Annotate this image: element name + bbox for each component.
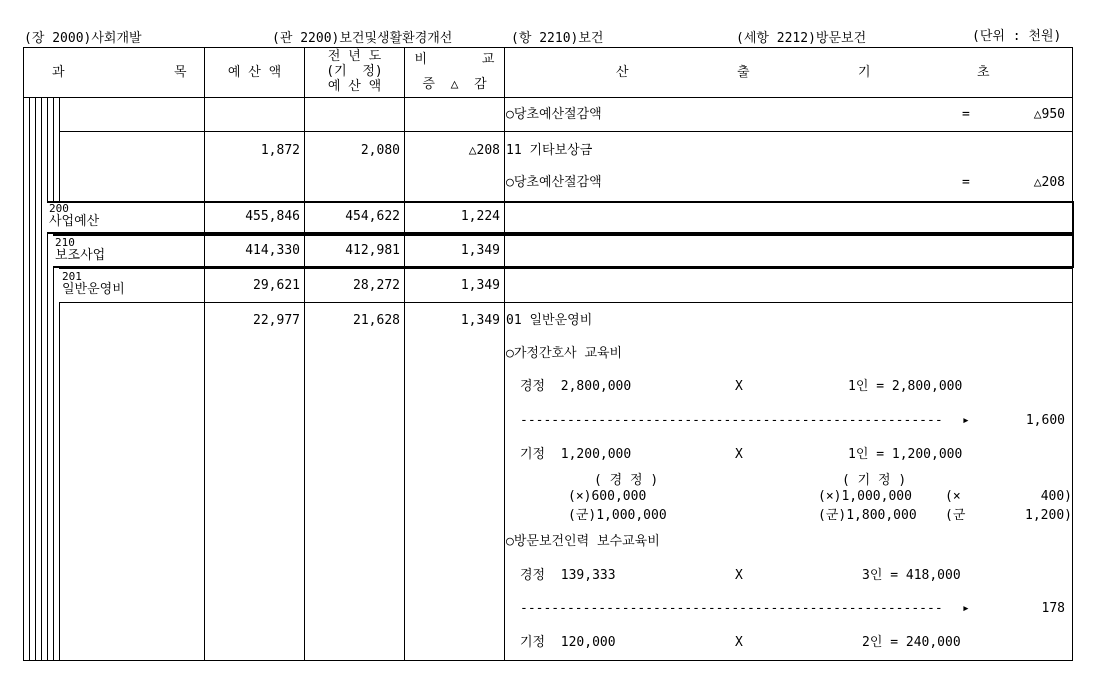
basis-l10c: 2인 = 240,000 (862, 635, 961, 650)
jang-label: (장 2000)사회개발 (24, 31, 142, 46)
row5-diff: 1,349 (460, 313, 500, 328)
row1-eq: = (962, 175, 970, 190)
header-cmp-1: 비 교 (414, 52, 495, 67)
header-basis-1: 산 (616, 65, 629, 80)
row4-budget: 29,621 (253, 278, 300, 293)
row1-value: △208 (1033, 175, 1065, 190)
basis-l5b: ( 기 정 ) (842, 473, 907, 488)
header-prev-1: 전 년 도 (327, 49, 382, 64)
row2-prev: 454,622 (345, 209, 400, 224)
basis-subitem-visit: ○방문보건인력 보수교육비 (506, 534, 660, 549)
basis-l7d: 1,200) (1025, 508, 1072, 523)
row1-prev: 2,080 (360, 143, 400, 158)
row3-diff: 1,349 (460, 243, 500, 258)
gwan-label: (관 2200)보건및생활환경개선 (272, 31, 453, 46)
row0-bottom (59, 131, 1072, 132)
row1-line-1: 11 기타보상금 (506, 143, 593, 158)
header-cmp-2: 증 △ 감 (422, 77, 487, 92)
basis-l5a: ( 경 정 ) (594, 473, 659, 488)
basis-value-2: 178 (1041, 601, 1065, 616)
tree-line-2 (35, 97, 36, 661)
basis-l6d: 400) (1040, 489, 1072, 504)
row3-prev: 412,981 (345, 243, 400, 258)
basis-l6b: (×)1,000,000 (818, 489, 912, 504)
basis-l7b: (군)1,800,000 (818, 508, 917, 523)
basis-l7a: (군)1,000,000 (568, 508, 667, 523)
row5-budget: 22,977 (253, 313, 300, 328)
basis-l4b: X (735, 447, 743, 462)
basis-l4a: 기정 1,200,000 (520, 447, 632, 462)
tree-line-4b (47, 234, 48, 661)
row2-name: 사업예산 (49, 214, 100, 229)
basis-l3c: 1인 = 2,800,000 (848, 379, 963, 394)
header-budget: 예 산 액 (227, 65, 282, 80)
row4-bottom (59, 302, 1072, 303)
tree-line-6b (59, 302, 60, 661)
row3-code: 210 (55, 236, 75, 249)
row2-budget: 455,846 (245, 209, 300, 224)
row0-eq: = (962, 107, 970, 122)
row1-diff: △208 (468, 143, 500, 158)
row2-right (1072, 201, 1074, 234)
basis-dash-2: ------------------------------------------------------ (520, 601, 943, 616)
header-subject-r: 목 (174, 65, 187, 80)
row0-value: △950 (1033, 107, 1065, 122)
row1-budget: 1,872 (260, 143, 300, 158)
basis-dash-2-end: ▸ (962, 601, 970, 616)
row3-name: 보조사업 (55, 248, 106, 263)
tree-line-4a (47, 97, 48, 202)
unit-label: (단위 : 천원) (972, 29, 1062, 44)
tree-line-1 (29, 97, 30, 661)
header-basis-2: 출 (737, 65, 750, 80)
header-basis-3: 기 (858, 65, 871, 80)
basis-l9b: X (735, 568, 743, 583)
sehang-label: (세항 2212)방문보건 (736, 31, 867, 46)
tree-line-6a (59, 97, 60, 202)
row4-top (59, 268, 1072, 269)
basis-value-1: 1,600 (1025, 413, 1065, 428)
basis-l7c: (군 (945, 508, 966, 523)
tree-line-3 (41, 97, 42, 661)
basis-l9c: 3인 = 418,000 (862, 568, 961, 583)
header-bottom (23, 97, 1072, 98)
header-basis-4: 초 (977, 65, 990, 80)
row1-line-2: ○당초예산절감액 (506, 175, 602, 190)
basis-l4c: 1인 = 1,200,000 (848, 447, 963, 462)
row5-prev: 21,628 (353, 313, 400, 328)
row0-line: ○당초예산절감액 (506, 107, 602, 122)
basis-l10b: X (735, 635, 743, 650)
basis-l6c: (× (945, 489, 961, 504)
row4-prev: 28,272 (353, 278, 400, 293)
tree-line-5b (53, 268, 54, 661)
row4-code: 201 (62, 270, 82, 283)
tree-line-5a (53, 97, 54, 202)
col-sep-prev (304, 47, 305, 661)
basis-l3b: X (735, 379, 743, 394)
basis-subitem-nurse: ○가정간호사 교육비 (506, 346, 623, 361)
basis-dash-1-end: ▸ (962, 413, 970, 428)
col-sep-diff (404, 47, 405, 661)
header-prev-3: 예 산 액 (327, 79, 382, 94)
row4-name: 일반운영비 (62, 282, 125, 297)
basis-dash-1: ------------------------------------------------------ (520, 413, 943, 428)
basis-l6a: (×)600,000 (568, 489, 647, 504)
row3-budget: 414,330 (245, 243, 300, 258)
frame-right (1072, 47, 1073, 661)
frame-top (23, 47, 1072, 48)
frame-bottom (23, 660, 1072, 661)
row3-right (1072, 234, 1074, 268)
row2-top (47, 201, 1073, 203)
header-subject-l: 과 (52, 65, 65, 80)
row3-top (53, 234, 1073, 236)
basis-l3a: 경정 2,800,000 (520, 379, 632, 394)
header-prev-2: (기 정) (326, 64, 383, 79)
basis-l10a: 기정 120,000 (520, 635, 616, 650)
frame-left (23, 47, 24, 661)
hang-label: (항 2210)보건 (511, 31, 604, 46)
basis-item-title: 01 일반운영비 (506, 313, 593, 328)
basis-l9a: 경정 139,333 (520, 568, 616, 583)
row4-diff: 1,349 (460, 278, 500, 293)
col-sep-budget (204, 47, 205, 661)
row2-diff: 1,224 (460, 209, 500, 224)
col-sep-basis (504, 47, 505, 661)
row2-code: 200 (49, 202, 69, 215)
